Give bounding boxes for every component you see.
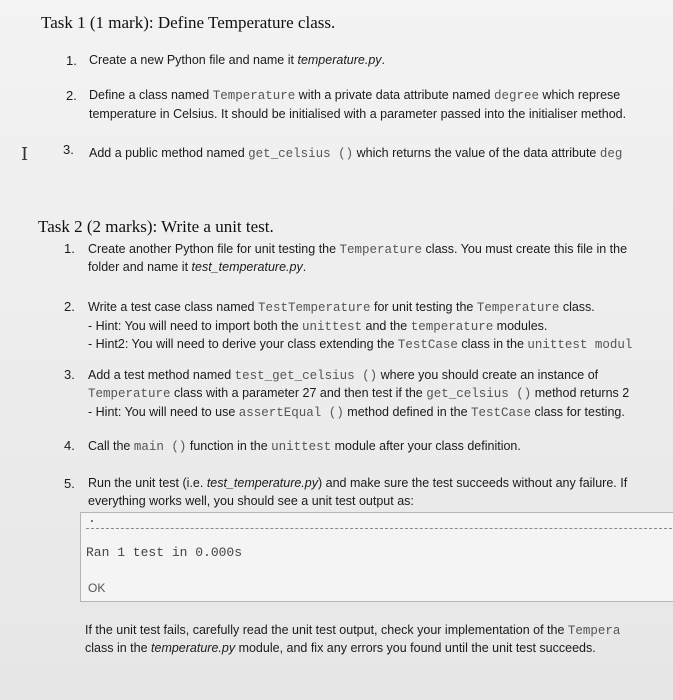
task2-item3-line2: Temperature class with a parameter 27 and then test if the get_celsius () method returns 2 — [88, 386, 630, 401]
task2-item2-line1: Write a test case class named TestTemperature for unit testing the Temperature class. — [88, 300, 595, 315]
code-span: TestTemperature — [257, 301, 371, 315]
task2-item5-line2: everything works well, you should see a unit test output as: — [88, 494, 414, 508]
code-span: Temperature — [476, 301, 560, 315]
text-cursor-icon: I — [21, 144, 29, 165]
output-dot: . — [88, 511, 96, 526]
code-span: Temperature — [88, 387, 171, 401]
task1-item3-text: Add a public method named get_celsius () which returns the value of the data attribute deg — [89, 146, 623, 161]
filename: temperature.py — [297, 53, 382, 67]
code-span: get_celsius () — [426, 387, 532, 401]
output-ran-line: Ran 1 test in 0.000s — [86, 545, 243, 560]
code-span: unittest — [302, 320, 363, 334]
task1-item2-line1: Define a class named Temperature with a private data attribute named degree which represe — [89, 88, 621, 103]
code-span: Temperature — [212, 89, 296, 103]
code-span: TestCase — [471, 406, 532, 420]
task1-item1-text: Create a new Python file and name it temperature.py. — [89, 53, 386, 67]
code-span: test_get_celsius () — [234, 369, 378, 383]
code-span: get_celsius () — [248, 147, 354, 161]
task2-heading: Task 2 (2 marks): Write a unit test. — [38, 217, 274, 236]
task1-item1-number: 1. — [66, 53, 77, 68]
filename: test_temperature.py — [191, 260, 303, 274]
task2-item3-line1: Add a test method named test_get_celsius () where you should create an instance of — [88, 368, 599, 383]
task1-item3-number: 3. — [63, 142, 74, 157]
footer-line1: If the unit test fails, carefully read the unit test output, check your implementation of the Tempera — [85, 623, 621, 638]
task2-item3-line3: - Hint: You will need to use assertEqual () method defined in the TestCase class for testing. — [88, 405, 625, 420]
task2-item2-number: 2. — [64, 299, 75, 314]
filename: temperature.py — [151, 641, 236, 655]
code-span: unittest modul — [527, 338, 633, 352]
code-span: TestCase — [397, 338, 458, 352]
footer-line2: class in the temperature.py module, and fix any errors you found until the unit test succeeds. — [85, 641, 596, 655]
task1-item2-number: 2. — [66, 88, 77, 103]
task1-heading: Task 1 (1 mark): Define Temperature class. — [41, 13, 336, 32]
task2-item1-number: 1. — [64, 241, 75, 256]
task2-item1-line1: Create another Python file for unit testing the Temperature class. You must create this file in the — [88, 242, 628, 257]
code-span: Temperature — [339, 243, 423, 257]
code-span: degree — [493, 89, 539, 103]
task2-item2-line2: - Hint: You will need to import both the unittest and the temperature modules. — [88, 319, 548, 334]
code-span: temperature — [410, 320, 494, 334]
output-ok-line: OK — [88, 581, 106, 595]
code-span: unittest — [271, 440, 332, 454]
task2-item4-text: Call the main () function in the unittest module after your class definition. — [88, 439, 521, 454]
code-span: main () — [133, 440, 187, 454]
code-span: deg — [599, 147, 623, 161]
task2-item4-number: 4. — [64, 438, 75, 453]
task1-item2-line2: temperature in Celsius. It should be initialised with a parameter passed into the initialiser method. — [89, 107, 627, 121]
filename: test_temperature.py — [206, 476, 318, 490]
task2-item3-number: 3. — [64, 367, 75, 382]
task2-item2-line3: - Hint2: You will need to derive your class extending the TestCase class in the unittest modul — [88, 337, 633, 352]
code-span: assertEqual () — [238, 406, 344, 420]
code-span: Tempera — [567, 624, 621, 638]
output-separator — [86, 528, 672, 529]
task2-item5-line1: Run the unit test (i.e. test_temperature.py) and make sure the test succeeds without any failure. If — [88, 476, 628, 490]
task2-item5-number: 5. — [64, 476, 75, 491]
task2-item1-line2: folder and name it test_temperature.py. — [88, 260, 307, 274]
